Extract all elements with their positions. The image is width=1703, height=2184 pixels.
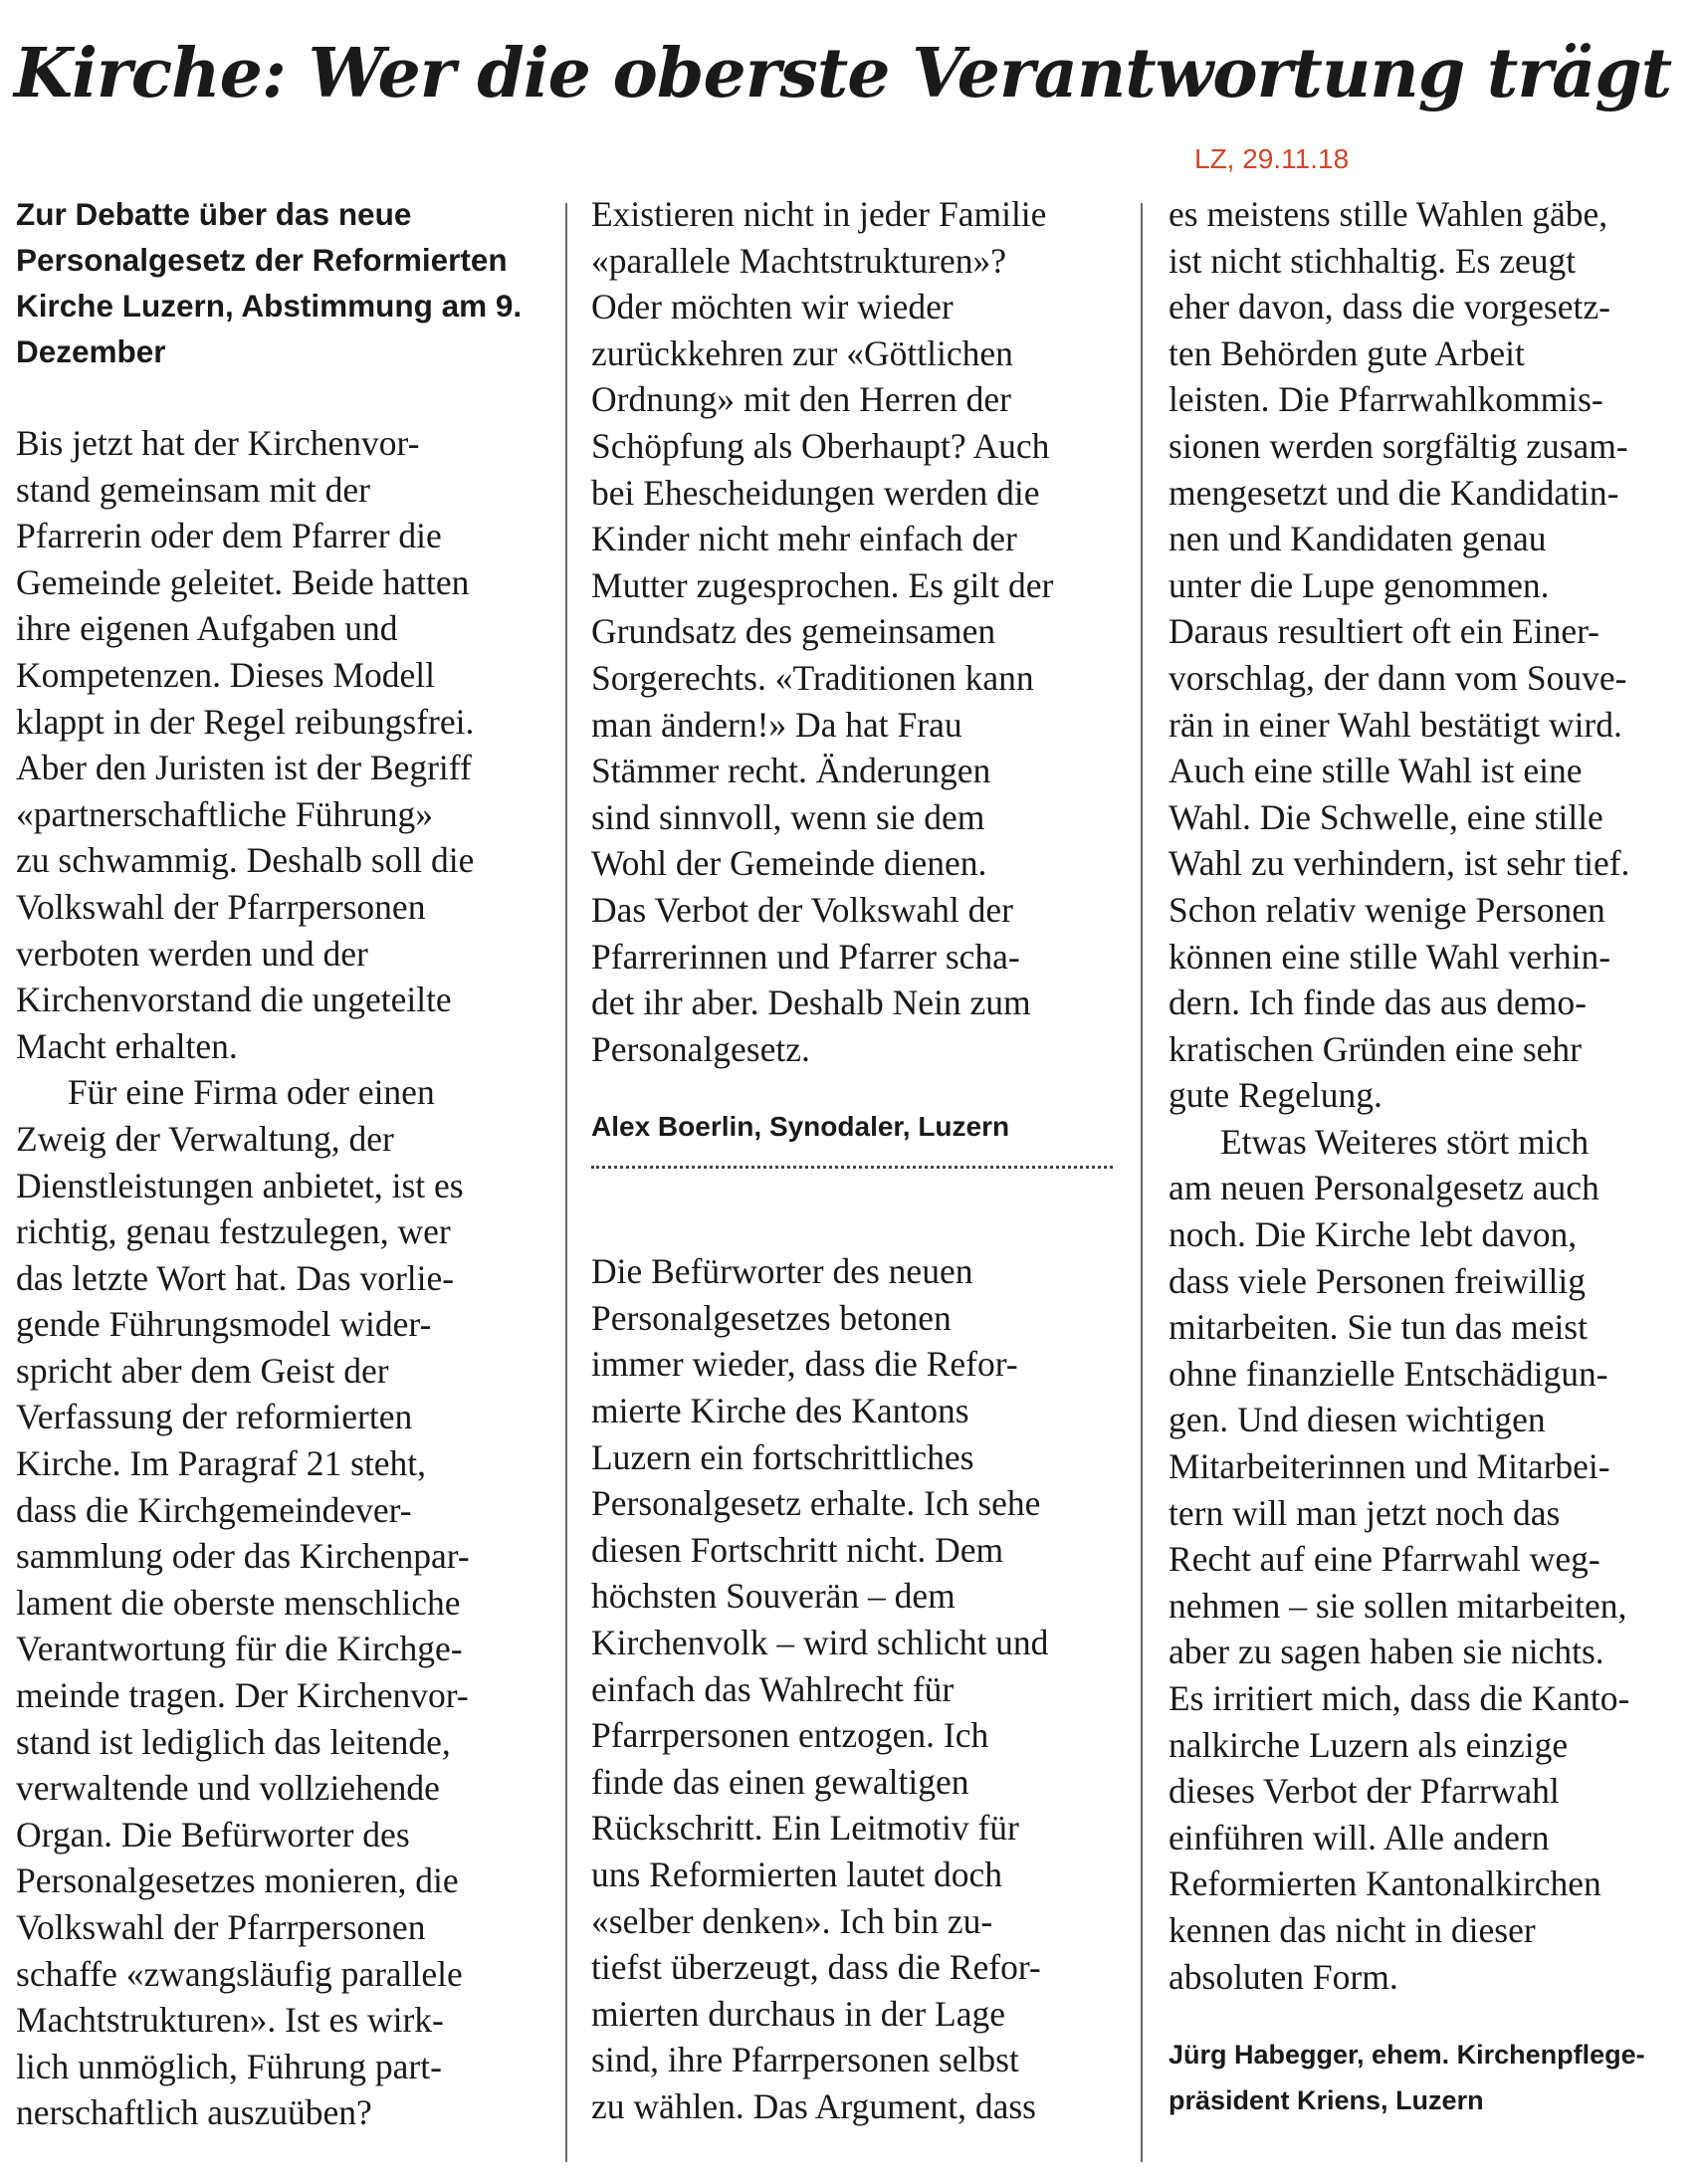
text-line: tern will man jetzt noch das bbox=[1169, 1492, 1561, 1533]
text-line: Etwas Weiteres stört mich bbox=[1220, 1121, 1590, 1162]
text-line: richtig, genau festzulegen, wer bbox=[16, 1211, 451, 1252]
text-line: ist nicht stichhaltig. Es zeugt bbox=[1169, 240, 1577, 281]
text-line: lament die oberste menschliche bbox=[16, 1582, 461, 1623]
text-line: Bis jetzt hat der Kirchenvor- bbox=[16, 423, 420, 463]
text-line: Stämmer recht. Änderungen bbox=[591, 751, 991, 791]
text-line: gute Regelung. bbox=[1169, 1075, 1383, 1116]
text-line: schaffe «zwangsläufig parallele bbox=[16, 1953, 463, 1994]
text-line: Personalgesetz. bbox=[591, 1028, 810, 1069]
text-line: bei Ehescheidungen werden die bbox=[591, 472, 1040, 513]
text-line: finde das einen gewaltigen bbox=[591, 1761, 969, 1802]
text-line: Wahl. Die Schwelle, eine stille bbox=[1169, 796, 1603, 837]
text-line: Organ. Die Befürworter des bbox=[16, 1814, 410, 1855]
text-line: Volkswahl der Pfarrpersonen bbox=[16, 886, 426, 927]
text-line: eher davon, dass die vorgesetz- bbox=[1169, 287, 1610, 328]
text-line: rän in einer Wahl bestätigt wird. bbox=[1169, 704, 1622, 745]
text-line: meinde tragen. Der Kirchenvor- bbox=[16, 1675, 469, 1716]
text-line: «selber denken». Ich bin zu- bbox=[591, 1900, 993, 1941]
text-line: Kirchenvorstand die ungeteilte bbox=[16, 980, 452, 1020]
text-line: Kinder nicht mehr einfach der bbox=[591, 519, 1017, 559]
text-line: verboten werden und der bbox=[16, 933, 368, 974]
column-3 bbox=[1169, 191, 1702, 2123]
signature-line: Jürg Habegger, ehem. Kirchenpflege- bbox=[1169, 2040, 1645, 2071]
text-line: nen und Kandidaten genau bbox=[1169, 519, 1547, 559]
text-line: nalkirche Luzern als einzige bbox=[1169, 1724, 1569, 1765]
text-line: nehmen – sie sollen mitarbeiten, bbox=[1169, 1585, 1627, 1626]
intro-text: Zur Debatte über das neue Personalgesetz der Reformierten Kirche Luzern, Abstimmung am 9. Dezember bbox=[16, 196, 523, 369]
text-line: Aber den Juristen ist der Begriff bbox=[16, 748, 472, 788]
text-line: sammlung oder das Kirchenpar- bbox=[16, 1536, 470, 1577]
text-line: können eine stille Wahl verhin- bbox=[1169, 936, 1611, 977]
text-line: Schöpfung als Oberhaupt? Auch bbox=[591, 425, 1050, 466]
text-line: Macht erhalten. bbox=[16, 1025, 238, 1066]
signature: Alex Boerlin, Synodaler, Luzern bbox=[591, 1111, 1010, 1143]
text-line: kennen das nicht in dieser bbox=[1169, 1909, 1536, 1950]
text-line: Ordnung» mit den Herren der bbox=[591, 379, 1011, 420]
text-line: kratischen Gründen eine sehr bbox=[1169, 1028, 1582, 1069]
text-line: spricht aber dem Geist der bbox=[16, 1350, 389, 1391]
text-line: Kirche. Im Paragraf 21 steht, bbox=[16, 1443, 427, 1484]
text-line: Volkswahl der Pfarrpersonen bbox=[16, 1907, 426, 1947]
text-line: Schon relativ wenige Personen bbox=[1169, 889, 1605, 930]
text-line: Wohl der Gemeinde dienen. bbox=[591, 843, 987, 884]
text-line: Pfarrerin oder dem Pfarrer die bbox=[16, 516, 442, 556]
text-line: zurückkehren zur «Göttlichen bbox=[591, 332, 1013, 373]
text-line: am neuen Personalgesetz auch bbox=[1169, 1168, 1599, 1208]
text-line: einführen will. Alle andern bbox=[1169, 1817, 1550, 1857]
text-line: Personalgesetzes monieren, die bbox=[16, 1860, 459, 1901]
text-line: Gemeinde geleitet. Beide hatten bbox=[16, 561, 470, 602]
text-line: Kirchenvolk – wird schlicht und bbox=[591, 1623, 1049, 1663]
text-line: noch. Die Kirche lebt davon, bbox=[1169, 1214, 1578, 1255]
text-line: gende Führungsmodel wider- bbox=[16, 1304, 432, 1345]
text-line: mengesetzt und die Kandidatin- bbox=[1169, 472, 1619, 513]
text-line: dass die Kirchgemeindever- bbox=[16, 1489, 412, 1530]
text-line: sind, ihre Pfarrpersonen selbst bbox=[591, 2040, 1019, 2080]
text-line: Rückschritt. Ein Leitmotiv für bbox=[591, 1808, 1019, 1849]
text-line: mitarbeiten. Sie tun das meist bbox=[1169, 1307, 1588, 1348]
source-note: LZ, 29.11.18 bbox=[1194, 143, 1350, 174]
text-line: zu wählen. Das Argument, dass bbox=[591, 2085, 1036, 2126]
text-line: mierte Kirche des Kantons bbox=[591, 1391, 969, 1431]
text-line: Recht auf eine Pfarrwahl weg- bbox=[1169, 1539, 1600, 1580]
text-line: Kompetenzen. Dieses Modell bbox=[16, 654, 435, 695]
text-line: Oder möchten wir wieder bbox=[591, 287, 954, 328]
text-line: Sorgerechts. «Traditionen kann bbox=[591, 657, 1034, 698]
text-line: Die Befürworter des neuen bbox=[591, 1251, 973, 1292]
signature bbox=[1169, 2032, 1702, 2123]
text-line: dieses Verbot der Pfarrwahl bbox=[1169, 1771, 1560, 1812]
text-line: verwaltende und vollziehende bbox=[16, 1768, 440, 1809]
text-line: ten Behörden gute Arbeit bbox=[1169, 332, 1525, 373]
text-line: Pfarrerinnen und Pfarrer scha- bbox=[591, 936, 1020, 977]
text-line: einfach das Wahlrecht für bbox=[591, 1668, 955, 1709]
text-line: vorschlag, der dann vom Souve- bbox=[1169, 657, 1627, 698]
text-line: das letzte Wort hat. Das vorlie- bbox=[16, 1257, 455, 1298]
text-line: «parallele Machtstrukturen»? bbox=[591, 240, 1006, 281]
text-line: lich unmöglich, Führung part- bbox=[16, 2046, 442, 2086]
text-line: Grundsatz des gemeinsamen bbox=[591, 611, 996, 652]
signature-line: präsident Kriens, Luzern bbox=[1169, 2085, 1484, 2116]
column-rule bbox=[1141, 203, 1143, 2162]
text-line: Daraus resultiert oft ein Einer- bbox=[1169, 611, 1600, 652]
text-line: Mitarbeiterinnen und Mitarbei- bbox=[1169, 1446, 1610, 1487]
text-line: uns Reformierten lautet doch bbox=[591, 1855, 1003, 1894]
text-line: es meistens stille Wahlen gäbe, bbox=[1169, 194, 1608, 234]
text-line: zu schwammig. Deshalb soll die bbox=[16, 840, 475, 881]
text-line: Machtstrukturen». Ist es wirk- bbox=[16, 2000, 444, 2041]
text-line: immer wieder, dass die Refor- bbox=[591, 1344, 1018, 1385]
text-line: Auch eine stille Wahl ist eine bbox=[1169, 751, 1583, 791]
text-line: Dienstleistungen anbietet, ist es bbox=[16, 1165, 464, 1205]
text-line: dern. Ich finde das aus demo- bbox=[1169, 983, 1587, 1023]
text-line: stand ist lediglich das leitende, bbox=[16, 1721, 451, 1762]
text-line: Luzern ein fortschrittliches bbox=[591, 1436, 974, 1477]
text-line: leisten. Die Pfarrwahlkommis- bbox=[1169, 379, 1603, 420]
text-line: Personalgesetz erhalte. Ich sehe bbox=[591, 1483, 1041, 1524]
text-line: höchsten Souverän – dem bbox=[591, 1576, 956, 1617]
column-2 bbox=[591, 191, 1129, 2130]
text-line: absoluten Form. bbox=[1169, 1956, 1398, 1997]
text-line: Pfarrpersonen entzogen. Ich bbox=[591, 1715, 989, 1756]
headline: Kirche: Wer die oberste Verantwortung trägt bbox=[14, 34, 1672, 113]
text-line: sionen werden sorgfältig zusam- bbox=[1169, 425, 1628, 466]
text-line: nerschaftlich auszuüben? bbox=[16, 2092, 372, 2133]
text-line: gen. Und diesen wichtigen bbox=[1169, 1400, 1546, 1440]
text-line: Personalgesetzes betonen bbox=[591, 1297, 952, 1338]
text-line: stand gemeinsam mit der bbox=[16, 469, 370, 510]
text-line: Für eine Firma oder einen bbox=[68, 1072, 435, 1113]
text-line: diesen Fortschritt nicht. Dem bbox=[591, 1529, 1004, 1570]
text-line: mierten durchaus in der Lage bbox=[591, 1993, 1005, 2034]
text-line: Wahl zu verhindern, ist sehr tief. bbox=[1169, 843, 1630, 884]
text-line: Zweig der Verwaltung, der bbox=[16, 1118, 394, 1159]
text-line: Verfassung der reformierten bbox=[16, 1397, 413, 1437]
text-line: aber zu sagen haben sie nichts. bbox=[1169, 1632, 1604, 1672]
text-line: Es irritiert mich, dass die Kanto- bbox=[1169, 1678, 1630, 1718]
column-rule bbox=[565, 203, 567, 2162]
text-line: sind sinnvoll, wenn sie dem bbox=[591, 796, 985, 837]
text-line: dass viele Personen freiwillig bbox=[1169, 1260, 1586, 1301]
text-line: klappt in der Regel reibungsfrei. bbox=[16, 701, 475, 742]
text-line: Das Verbot der Volkswahl der bbox=[591, 889, 1013, 930]
text-line: Mutter zugesprochen. Es gilt der bbox=[591, 564, 1054, 605]
text-line: Existieren nicht in jeder Familie bbox=[591, 194, 1047, 234]
text-line: Verantwortung für die Kirchge- bbox=[16, 1629, 463, 1669]
text-line: «partnerschaftliche Führung» bbox=[16, 793, 433, 834]
column-1 bbox=[16, 191, 553, 2136]
text-line: det ihr aber. Deshalb Nein zum bbox=[591, 983, 1031, 1023]
text-line: tiefst überzeugt, dass die Refor- bbox=[591, 1947, 1041, 1988]
text-line: unter die Lupe genommen. bbox=[1169, 564, 1550, 605]
text-line: ihre eigenen Aufgaben und bbox=[16, 608, 398, 649]
text-line: ohne finanzielle Entschädigun- bbox=[1169, 1353, 1608, 1394]
text-line: Reformierten Kantonalkirchen bbox=[1169, 1863, 1601, 1904]
text-line: man ändern!» Da hat Frau bbox=[591, 704, 962, 745]
